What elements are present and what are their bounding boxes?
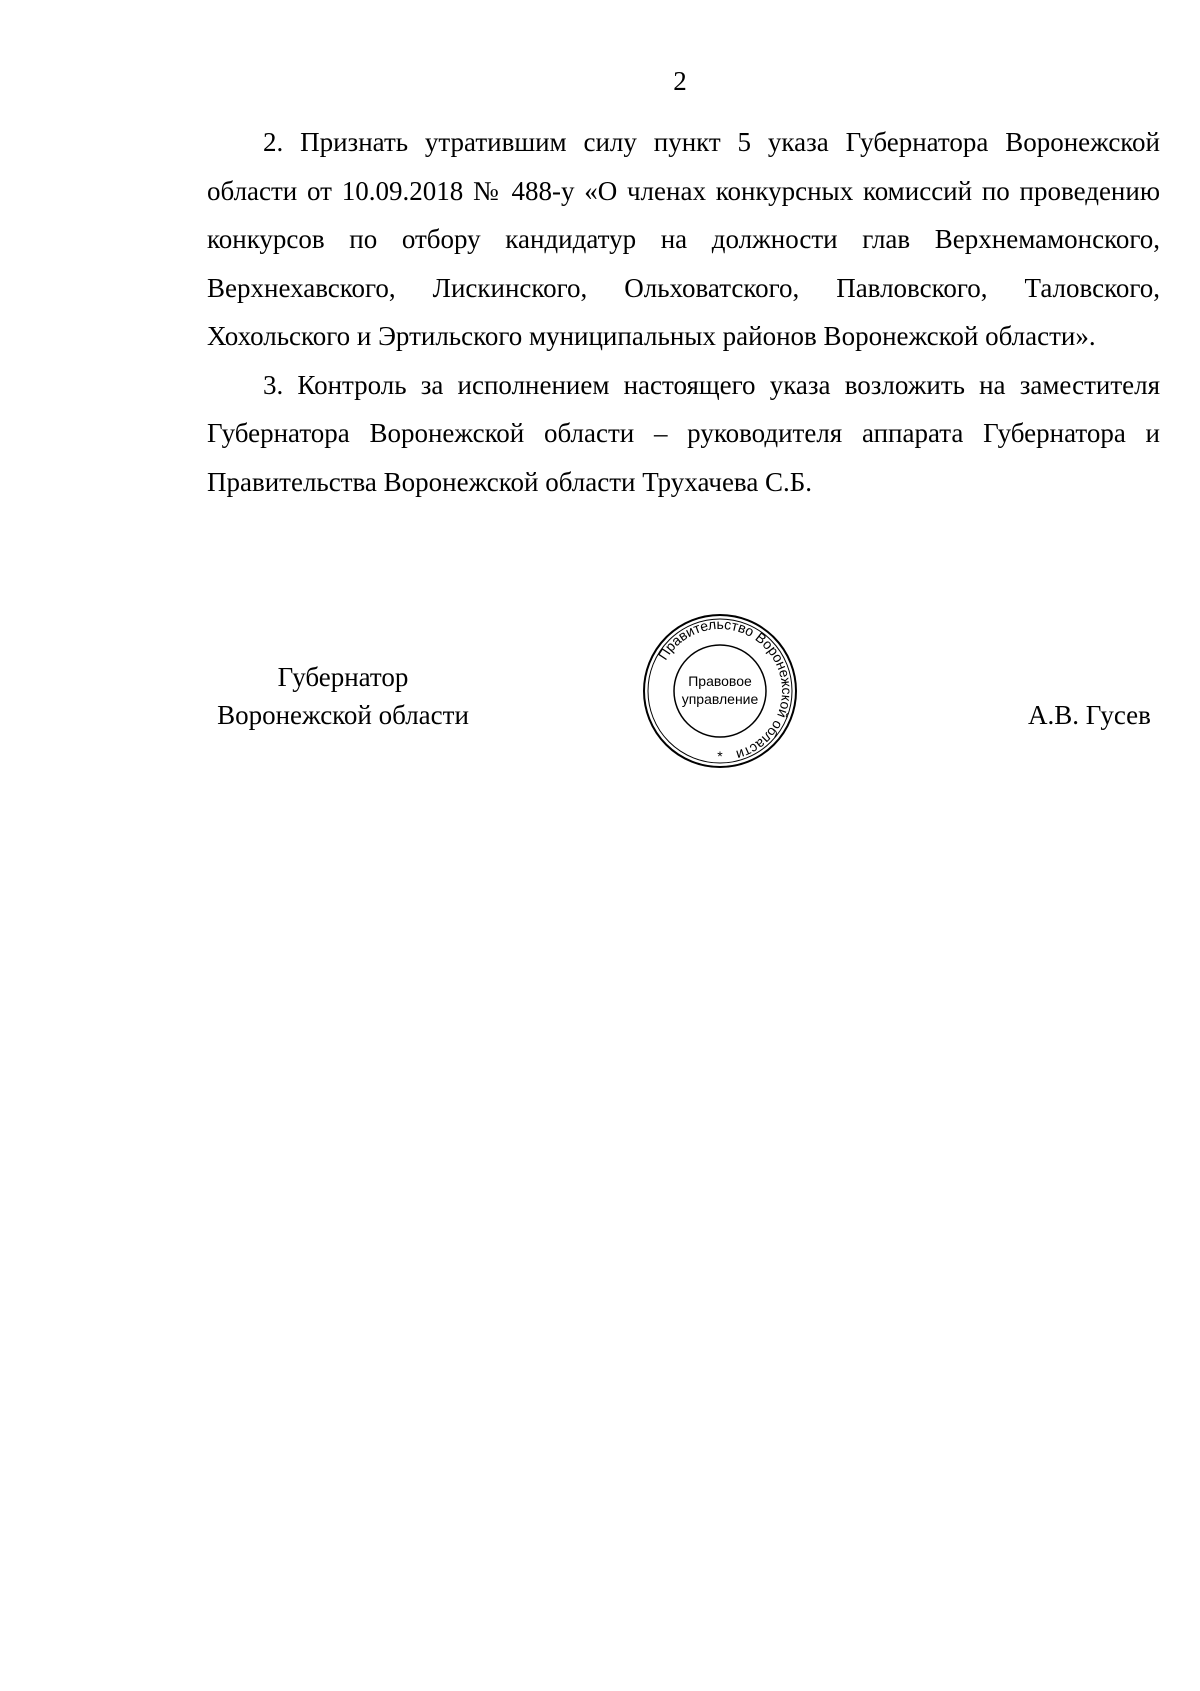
- signatory-position-line1: Губернатор: [277, 662, 409, 692]
- signatory-position-line2: Воронежской области: [217, 700, 469, 730]
- stamp-outer-text: Правительство Воронежской области: [654, 615, 796, 764]
- signatory-position: [208, 658, 478, 734]
- signature-block: [0, 615, 1200, 790]
- official-stamp: [640, 611, 800, 771]
- page-number: 2: [673, 66, 687, 96]
- document-body: [207, 118, 1160, 506]
- stamp-inner-line1: Правовое: [688, 673, 752, 689]
- paragraph-item-3: 3. Контроль за исполнением настоящего указа возложить на заместителя Губернатора Воронежской области – руководителя аппарата Губернатора и Правительства Воронежской области Трухачева С.Б.: [207, 369, 1160, 497]
- signatory-name: А.В. Гусев: [1028, 700, 1151, 730]
- stamp-inner-line2: управление: [681, 691, 759, 707]
- paragraph-item-2: 2. Признать утратившим силу пункт 5 указа Губернатора Воронежской области от 10.09.2018 № 488-у «О членах конкурсных комиссий по проведению конкурсов по отбору кандидатур на должности глав Верхнемамонского, Верхнехавского, Лискинского, Ольховатского, Павловского, Таловского, Хохольского и Эртильского муниципальных районов Воронежской области».: [207, 127, 1160, 351]
- stamp-star-icon: *: [717, 748, 723, 764]
